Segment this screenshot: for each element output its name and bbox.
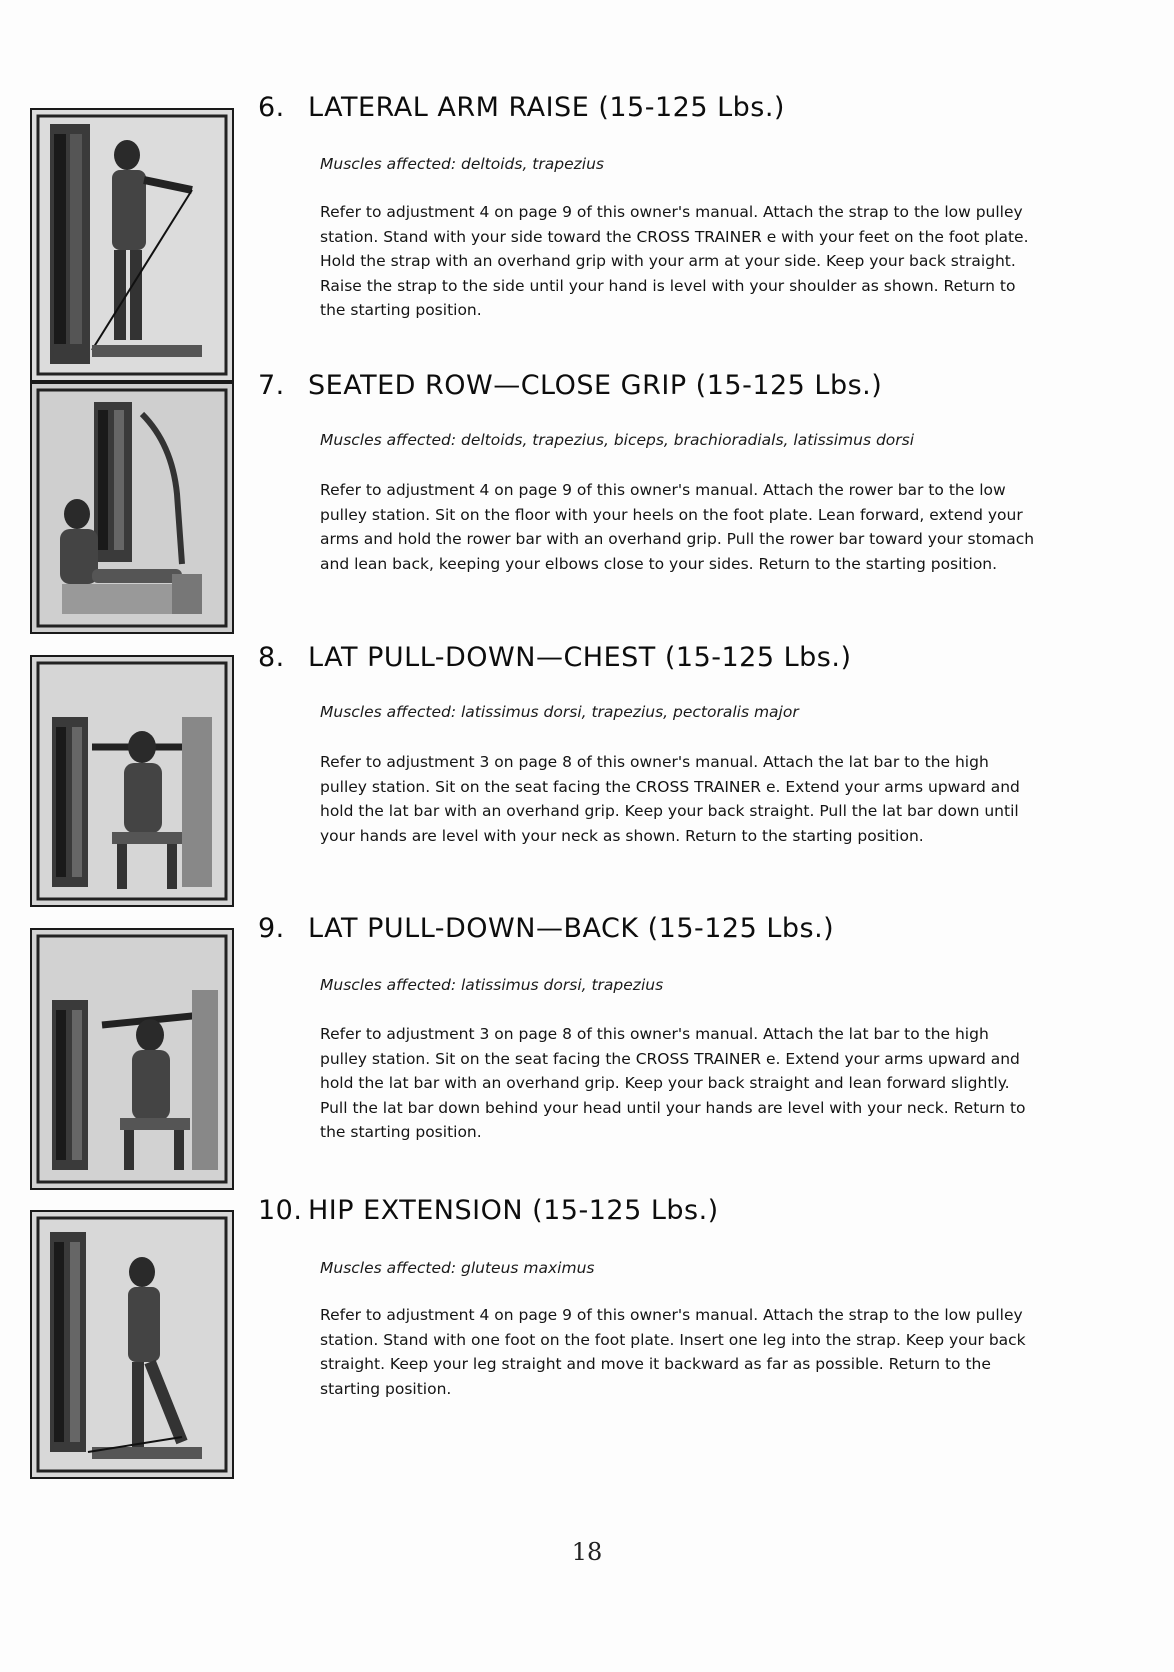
exercise-instructions: Refer to adjustment 4 on page 9 of this owner's manual. Attach the strap to the low pulley station. Stand with your side toward the CROSS TRAINER e with your feet on the foot plate. Hold the strap with an overhand grip with your arm at your side. Keep your back straight. Raise the strap to the side until your hand is level with your shoulder as shown. Return to the starting position. bbox=[320, 203, 1029, 319]
exercise-photo-lateral-arm-raise bbox=[30, 108, 234, 382]
page-number: 18 bbox=[571, 1538, 603, 1566]
exercise-photo-seated-row bbox=[30, 382, 234, 634]
muscles-affected: Muscles affected: latissimus dorsi, trapezius bbox=[320, 976, 664, 994]
exercise-number: 7. bbox=[258, 370, 285, 401]
exercise-number: 6. bbox=[258, 92, 285, 123]
exercise-instructions: Refer to adjustment 3 on page 8 of this owner's manual. Attach the lat bar to the high pulley station. Sit on the seat facing the CROSS TRAINER e. Extend your arms upward and hold the lat bar with an overhand grip. Keep your back straight and lean forward slightly. Pull the lat bar down behind your head until your hands are level with your neck. Return to the starting position. bbox=[320, 1025, 1026, 1141]
exercise-number: 10. bbox=[258, 1195, 303, 1226]
muscles-affected: Muscles affected: deltoids, trapezius bbox=[320, 155, 604, 173]
exercise-title: LATERAL ARM RAISE (15-125 Lbs.) bbox=[308, 92, 785, 123]
exercise-title: LAT PULL-DOWN—BACK (15-125 Lbs.) bbox=[308, 913, 835, 944]
exercise-number: 9. bbox=[258, 913, 285, 944]
muscles-affected: Muscles affected: gluteus maximus bbox=[320, 1259, 595, 1277]
muscles-affected: Muscles affected: deltoids, trapezius, biceps, brachioradials, latissimus dorsi bbox=[320, 431, 915, 449]
exercise-heading bbox=[258, 913, 834, 944]
exercise-title: LAT PULL-DOWN—CHEST (15-125 Lbs.) bbox=[308, 642, 852, 673]
muscles-affected: Muscles affected: latissimus dorsi, trapezius, pectoralis major bbox=[320, 703, 799, 721]
exercise-instructions: Refer to adjustment 3 on page 8 of this owner's manual. Attach the lat bar to the high pulley station. Sit on the seat facing the CROSS TRAINER e. Extend your arms upward and hold the lat bar with an overhand grip. Keep your back straight. Pull the lat bar down until your hands are level with your neck as shown. Return to the starting position. bbox=[320, 753, 1020, 845]
exercise-photo-lat-pull-down-back bbox=[30, 928, 234, 1190]
exercise-title: SEATED ROW—CLOSE GRIP (15-125 Lbs.) bbox=[308, 370, 883, 401]
exercise-photo-lat-pull-down-chest bbox=[30, 655, 234, 907]
exercise-heading bbox=[258, 1195, 719, 1226]
exercise-heading bbox=[258, 642, 852, 673]
exercise-number: 8. bbox=[258, 642, 285, 673]
exercise-heading bbox=[258, 370, 882, 401]
exercise-photo-hip-extension bbox=[30, 1210, 234, 1479]
exercise-instructions: Refer to adjustment 4 on page 9 of this owner's manual. Attach the rower bar to the low pulley station. Sit on the floor with your heels on the foot plate. Lean forward, extend your arms and hold the rower bar with an overhand grip. Pull the rower bar toward your stomach and lean back, keeping your elbows close to your sides. Return to the starting position. bbox=[320, 481, 1035, 573]
exercise-heading bbox=[258, 92, 785, 123]
exercise-instructions: Refer to adjustment 4 on page 9 of this owner's manual. Attach the strap to the low pulley station. Stand with one foot on the foot plate. Insert one leg into the strap. Keep your back straight. Keep your leg straight and move it backward as far as possible. Return to the starting position. bbox=[320, 1306, 1026, 1398]
exercise-title: HIP EXTENSION (15-125 Lbs.) bbox=[308, 1195, 719, 1226]
